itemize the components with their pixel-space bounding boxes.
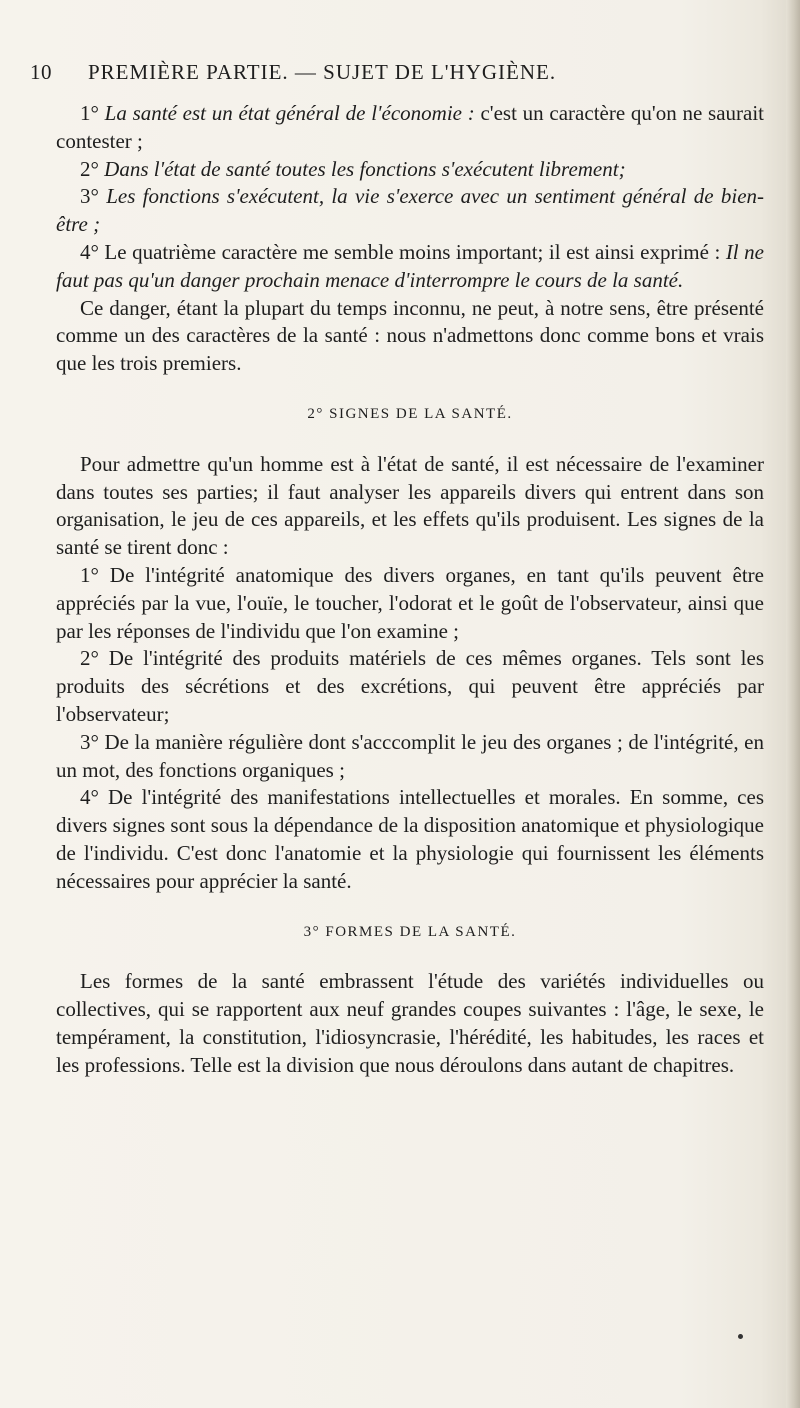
paragraph: 3° De la manière régulière dont s'acccomplit le jeu des organes ; de l'intégrité, en un mot, des fonctions organiques ;	[56, 729, 764, 782]
page-number: 10	[30, 60, 52, 84]
page-body	[56, 100, 764, 1080]
item-number: 2°	[80, 156, 99, 181]
paragraph: 4° De l'intégrité des manifestations intellectuelles et morales. En somme, ces divers signes sont sous la dépendance de la disposition anatomique et physiologique de l'individu. C'est donc l'anatomie et la physiologie qui fournissent les éléments nécessaires pour apprécier la santé.	[56, 785, 764, 893]
paragraph: Ce danger, étant la plupart du temps inconnu, ne peut, à notre sens, être présenté comme un des caractères de la santé : nous n'admettons donc comme bons et vrais que les trois premiers.	[56, 295, 764, 376]
italic-text: La santé est un état général de l'économie :	[104, 101, 475, 125]
paragraph	[56, 239, 764, 295]
page-edge	[786, 0, 800, 1408]
running-title: PREMIÈRE PARTIE. — SUJET DE L'HYGIÈNE.	[88, 60, 557, 84]
paragraph	[56, 156, 764, 184]
section-heading: 2° SIGNES DE LA SANTÉ.	[307, 405, 513, 422]
item-number: 1°	[80, 101, 99, 125]
italic-text: Dans l'état de santé toutes les fonctions s'exécutent librement;	[104, 156, 626, 181]
paragraph: Les formes de la santé embrassent l'étude des variétés individuelles ou collectives, qui se rapportent aux neuf grandes coupes suivantes : l'âge, le sexe, le tempérament, la constitution, l'idiosyncrasie, l'hérédité, les habitudes, les races et les professions. Telle est la division que nous déroulons dans autant de chapitres.	[56, 969, 764, 1077]
section-heading: 3° FORMES DE LA SANTÉ.	[303, 923, 517, 940]
item-number: 4°	[80, 239, 99, 264]
text-span: Le quatrième caractère me semble moins important; il est ainsi exprimé :	[98, 239, 726, 264]
item-number: 3°	[80, 184, 99, 209]
paragraph: Pour admettre qu'un homme est à l'état de santé, il est nécessaire de l'examiner dans toutes ses parties; il faut analyser les appareils divers qui entrent dans son organisation, le jeu de ces appareils, et les effets qu'ils produisent. Les signes de la santé se tirent donc :	[56, 451, 764, 560]
ink-dot	[738, 1334, 743, 1339]
text-span: c'est un caractère qu'on ne saurait contester ;	[56, 101, 764, 153]
paragraph	[56, 183, 764, 239]
paragraph: 2° De l'intégrité des produits matériels de ces mêmes organes. Tels sont les produits des sécrétions et des excrétions, qui peuvent être appréciés par l'observateur;	[56, 646, 764, 726]
paragraph: 1° De l'intégrité anatomique des divers organes, en tant qu'ils peuvent être appréciés par la vue, l'ouïe, le toucher, l'odorat et le goût de l'observateur, ainsi que par les réponses de l'individu que l'on examine ;	[56, 562, 764, 643]
paragraph	[56, 100, 764, 156]
italic-text: Il ne faut pas qu'un danger prochain menace d'interrompre le cours de la santé.	[56, 239, 764, 292]
italic-text: Les fonctions s'exécutent, la vie s'exerce avec un sentiment général de bien-être ;	[56, 184, 765, 237]
page-header	[30, 60, 770, 90]
